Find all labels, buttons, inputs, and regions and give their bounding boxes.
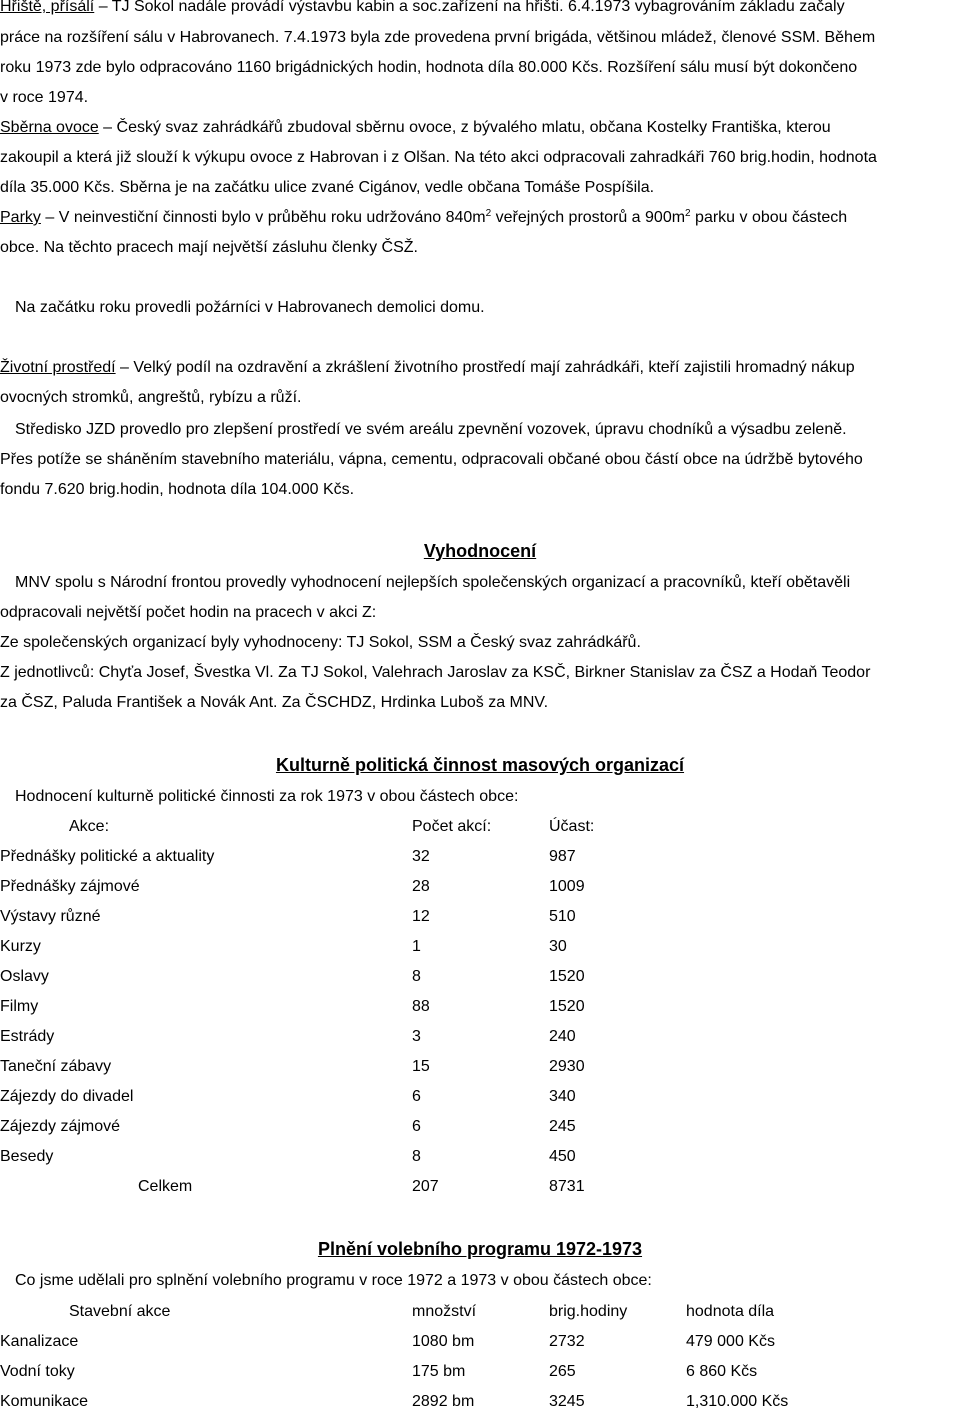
table-cell: Filmy	[0, 998, 39, 1015]
section-label-parky: Parky	[0, 209, 41, 226]
paragraph-hriste	[0, 0, 845, 17]
table-cell: 8	[412, 968, 421, 985]
table-cell: 240	[549, 1028, 576, 1045]
table-cell: Kurzy	[0, 938, 41, 955]
paragraph-line: v roce 1974.	[0, 89, 89, 106]
paragraph-line: Z jednotlivců: Chyťa Josef, Švestka Vl. Za TJ Sokol, Valehrach Jaroslav za KSČ, Birkner Stanislav za ČSZ a Hodaň Teodor	[0, 664, 871, 681]
paragraph-parky	[0, 208, 847, 228]
paragraph-text: – V neinvestiční činnosti bylo v průběhu roku udržováno 840m	[40, 209, 486, 226]
table-cell: 1	[412, 938, 421, 955]
table-cell: 32	[412, 848, 430, 865]
paragraph-line: ovocných stromků, angreštů, rybízu a růží.	[0, 389, 302, 406]
table-cell: 30	[549, 938, 567, 955]
table-cell: 3	[412, 1028, 421, 1045]
table-cell: Zájezdy zájmové	[0, 1118, 121, 1135]
section-label-hriste: Hřiště, přísálí	[0, 0, 95, 15]
table-cell: Estrády	[0, 1028, 55, 1045]
heading-vyhodnoceni: Vyhodnocení	[423, 541, 537, 561]
table-cell: 8	[412, 1148, 421, 1165]
table-cell: 1520	[549, 968, 585, 985]
table-cell: 1009	[549, 878, 585, 895]
paragraph-line: MNV spolu s Národní frontou provedly vyhodnocení nejlepších společenských organizací a pracovníků, kteří obětavěli	[15, 574, 851, 591]
paragraph-line: za ČSZ, Paluda František a Novák Ant. Za ČSCHDZ, Hrdinka Luboš za MNV.	[0, 694, 549, 711]
table-cell: 510	[549, 908, 576, 925]
table-header-cell: hodnota díla	[686, 1303, 775, 1320]
table-cell: Přednášky politické a aktuality	[0, 848, 215, 865]
superscript: 2	[685, 208, 691, 219]
program-intro: Co jsme udělali pro splnění volebního programu v roce 1972 a 1973 v obou částech obce:	[15, 1272, 652, 1289]
paragraph-text: – Velký podíl na ozdravění a zkrášlení životního prostředí mají zahrádkáři, kteří zajistili hromadný nákup	[115, 359, 855, 376]
table-cell: 6	[412, 1118, 421, 1135]
paragraph-line: Ze společenských organizací byly vyhodnoceny: TJ Sokol, SSM a Český svaz zahrádkářů.	[0, 634, 641, 651]
table-cell: Taneční zábavy	[0, 1058, 112, 1075]
table-total-cell: 207	[412, 1178, 439, 1195]
table-cell: 2892 bm	[412, 1393, 475, 1410]
table-cell: 12	[412, 908, 430, 925]
table-cell: 479 000 Kčs	[686, 1333, 775, 1350]
table-cell: Zájezdy do divadel	[0, 1088, 134, 1105]
table-cell: 1520	[549, 998, 585, 1015]
table-cell: 1080 bm	[412, 1333, 475, 1350]
paragraph-zivotni-prostredi	[0, 358, 855, 378]
paragraph-line: díla 35.000 Kčs. Sběrna je na začátku ulice zvané Cigánov, vedle občana Tomáše Pospíšila.	[0, 179, 655, 196]
table-cell: Přednášky zájmové	[0, 878, 140, 895]
table-header-cell: Účast:	[549, 818, 595, 835]
table-cell: 6	[412, 1088, 421, 1105]
culture-intro: Hodnocení kulturně politické činnosti za rok 1973 v obou částech obce:	[15, 788, 519, 805]
table-cell: 6 860 Kčs	[686, 1363, 758, 1380]
table-cell: 340	[549, 1088, 576, 1105]
table-cell: 3245	[549, 1393, 585, 1410]
table-cell: 2930	[549, 1058, 585, 1075]
table-header-cell: Počet akcí:	[412, 818, 492, 835]
table-cell: Oslavy	[0, 968, 49, 985]
table-cell: 450	[549, 1148, 576, 1165]
paragraph-line: zakoupil a která již slouží k výkupu ovoce z Habrovan i z Olšan. Na této akci odpracovali zahradkáři 760 brig.hodin, hodnota	[0, 149, 877, 166]
table-cell: 15	[412, 1058, 430, 1075]
superscript: 2	[485, 208, 492, 219]
table-header-cell: množství	[412, 1303, 477, 1320]
table-cell: 987	[549, 848, 576, 865]
paragraph-line: fondu 7.620 brig.hodin, hodnota díla 104.000 Kčs.	[0, 481, 355, 498]
table-cell: Vodní toky	[0, 1363, 75, 1380]
table-cell: 28	[412, 878, 430, 895]
paragraph-line: roku 1973 zde bylo odpracováno 1160 brigádnických hodin, hodnota díla 80.000 Kčs. Rozšíření sálu musí být dokončeno	[0, 59, 858, 76]
paragraph-line: Středisko JZD provedlo pro zlepšení prostředí ve svém areálu zpevnění vozovek, úpravu chodníků a výsadbu zeleně.	[15, 421, 847, 438]
table-cell: 2732	[549, 1333, 585, 1350]
table-header-cell: brig.hodiny	[549, 1303, 628, 1320]
paragraph-text: – TJ Sokol nadále provádí výstavbu kabin a soc.zařízení na hřišti. 6.4.1973 vybagrováním základu začaly	[94, 0, 845, 15]
table-cell: 1,310.000 Kčs	[686, 1393, 789, 1410]
table-cell: Kanalizace	[0, 1333, 79, 1350]
paragraph-pozarnici: Na začátku roku provedli požárníci v Habrovanech demolici domu.	[15, 299, 485, 316]
table-total-cell: Celkem	[138, 1178, 193, 1195]
section-label-sberna: Sběrna ovoce	[0, 119, 99, 136]
table-header-cell: Akce:	[69, 818, 110, 835]
paragraph-line: odpracovali největší počet hodin na pracech v akci Z:	[0, 604, 377, 621]
paragraph-sberna	[0, 118, 831, 138]
heading-kulturne-politicka-cinnost: Kulturně politická činnost masových organizací	[275, 755, 685, 775]
paragraph-text: parku v obou částech	[690, 209, 848, 226]
paragraph-line: Přes potíže se sháněním stavebního materiálu, vápna, cementu, odpracovali občané obou částí obce na údržbě bytového	[0, 451, 863, 468]
table-header-cell: Stavební akce	[69, 1303, 171, 1320]
paragraph-text: – Český svaz zahrádkářů zbudoval sběrnu ovoce, z bývalého mlatu, občana Kostelky Františka, kterou	[98, 119, 831, 136]
paragraph-line: obce. Na těchto pracech mají největší zásluhu členky ČSŽ.	[0, 239, 418, 256]
table-cell: 88	[412, 998, 430, 1015]
heading-plneni-volebniho-programu: Plnění volebního programu 1972-1973	[317, 1239, 643, 1259]
paragraph-text: veřejných prostorů a 900m	[491, 209, 686, 226]
paragraph-line: práce na rozšíření sálu v Habrovanech. 7.4.1973 byla zde provedena první brigáda, většinou mládež, členové SSM. Během	[0, 29, 876, 46]
section-label-zivotni-prostredi: Životní prostředí	[0, 359, 116, 376]
table-cell: 265	[549, 1363, 576, 1380]
table-cell: 245	[549, 1118, 576, 1135]
table-cell: Besedy	[0, 1148, 54, 1165]
table-cell: Výstavy různé	[0, 908, 101, 925]
table-total-cell: 8731	[549, 1178, 585, 1195]
table-cell: Komunikace	[0, 1393, 89, 1410]
table-cell: 175 bm	[412, 1363, 466, 1380]
